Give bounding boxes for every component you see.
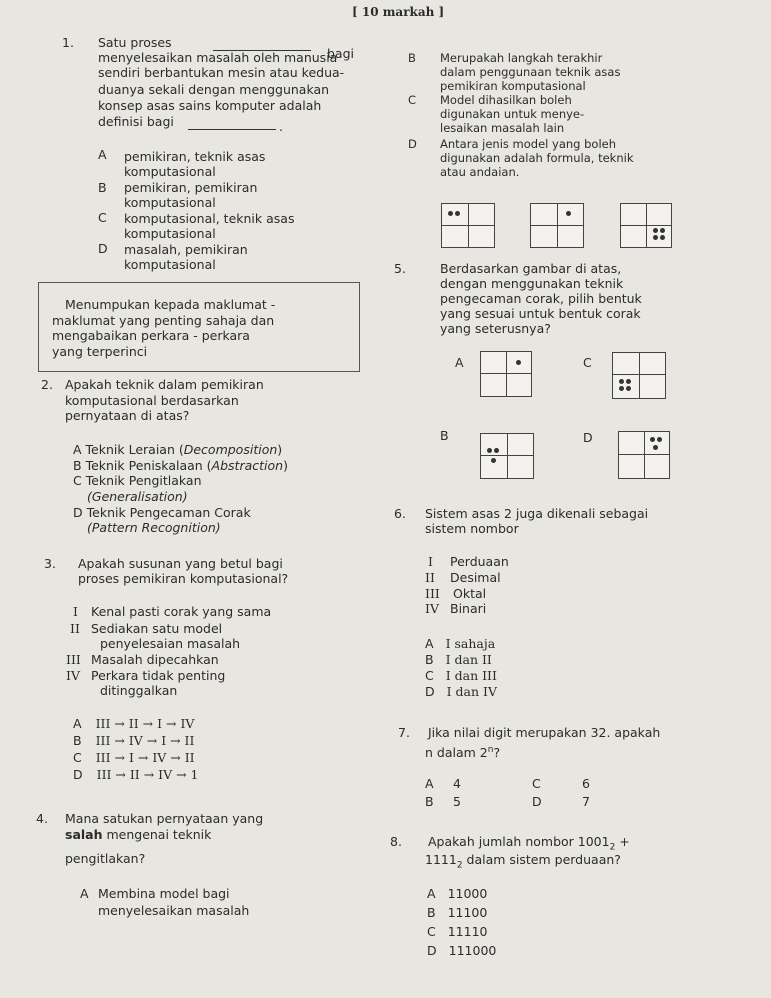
q8-option-value: 11100 bbox=[447, 905, 488, 920]
q1-option-a-letter[interactable]: A bbox=[98, 147, 107, 162]
q7-exponent: n bbox=[487, 745, 494, 755]
q6-option-text: I sahaja bbox=[445, 636, 496, 651]
q6-line: sistem nombor bbox=[425, 521, 519, 536]
q3-option-text: III → II → I → IV bbox=[95, 716, 195, 731]
q2-option-a[interactable] bbox=[73, 443, 282, 456]
q3-option-text: III → II → IV → 1 bbox=[96, 767, 199, 782]
q5-option-d-grid[interactable] bbox=[618, 431, 670, 479]
q7-number: 7. bbox=[398, 725, 410, 740]
q4-option-b-text: pemikiran komputasional bbox=[440, 79, 586, 93]
grid-divider bbox=[531, 225, 583, 226]
q2-option-c-text: Teknik Pengitlakan bbox=[85, 473, 202, 488]
pattern-dot bbox=[516, 360, 521, 365]
q8-option-letter: C bbox=[427, 924, 436, 939]
q7-line bbox=[425, 744, 500, 759]
q7-option-a-letter[interactable]: A bbox=[425, 776, 434, 791]
q3-statement-text: ditinggalkan bbox=[100, 683, 178, 698]
q3-option-letter: D bbox=[73, 767, 83, 782]
q7-option-c-letter[interactable]: C bbox=[532, 776, 541, 791]
q3-option-text: III → I → IV → II bbox=[95, 750, 195, 765]
q3-option-letter: B bbox=[73, 733, 82, 748]
grid-divider bbox=[621, 225, 671, 226]
q4-option-a-letter[interactable]: A bbox=[80, 886, 89, 901]
q1-option-c-text: komputasional, teknik asas bbox=[124, 211, 295, 226]
q3-statement-text: Perkara tidak penting bbox=[91, 668, 226, 683]
q4-option-b-text: dalam penggunaan teknik asas bbox=[440, 65, 621, 79]
statement-line: mengabaikan perkara - perkara bbox=[52, 328, 250, 343]
pattern-dot bbox=[650, 437, 655, 442]
pattern-dot bbox=[455, 211, 460, 216]
q7-option-c-value: 6 bbox=[582, 776, 590, 791]
pattern-dot bbox=[619, 379, 624, 384]
q6-option-text: I dan II bbox=[445, 652, 492, 667]
q3-statement-roman: IV bbox=[66, 668, 80, 683]
q1-number: 1. bbox=[62, 35, 74, 50]
q8-line2b: dalam sistem perduaan? bbox=[462, 852, 621, 867]
q1-option-d-text: masalah, pemikiran bbox=[124, 242, 248, 257]
q7-option-b-letter[interactable]: B bbox=[425, 794, 434, 809]
grid-divider bbox=[442, 225, 494, 226]
pattern-grid-1 bbox=[441, 203, 495, 248]
q1-line: Satu proses bbox=[98, 35, 172, 50]
q7-option-d-value: 7 bbox=[582, 794, 590, 809]
statement-line: Menumpukan kepada maklumat - bbox=[65, 297, 276, 312]
q1-option-b-letter[interactable]: B bbox=[98, 180, 107, 195]
q3-statement-roman: III bbox=[66, 652, 81, 667]
q4-option-d-text: atau andaian. bbox=[440, 165, 520, 179]
q3-option-a[interactable] bbox=[73, 717, 194, 730]
q3-option-text: III → IV → I → II bbox=[95, 733, 195, 748]
q3-line: proses pemikiran komputasional? bbox=[78, 571, 289, 586]
q4-line: pengitlakan? bbox=[65, 851, 146, 866]
q5-option-b-letter[interactable]: B bbox=[440, 428, 449, 443]
q1-option-d-text: komputasional bbox=[124, 257, 216, 272]
q1-option-a-text: komputasional bbox=[124, 164, 216, 179]
statement-line: maklumat yang penting sahaja dan bbox=[52, 313, 275, 328]
q1-option-c-letter[interactable]: C bbox=[98, 210, 107, 225]
q2-option-d-term: (Pattern Recognition) bbox=[87, 520, 221, 535]
q3-statement-text: penyelesaian masalah bbox=[100, 636, 241, 651]
pattern-dot bbox=[626, 386, 631, 391]
q1-bagi: bagi bbox=[327, 46, 355, 61]
pattern-dot bbox=[653, 235, 658, 240]
q2-option-c-term: (Generalisation) bbox=[87, 489, 188, 504]
grid-divider bbox=[639, 353, 640, 398]
q2-number: 2. bbox=[41, 377, 53, 392]
q4-option-d-text: Antara jenis model yang boleh bbox=[440, 137, 616, 151]
pattern-dot bbox=[619, 386, 624, 391]
q1-blank-2 bbox=[188, 129, 276, 130]
q4-line bbox=[65, 828, 211, 841]
q7-option-a-value: 4 bbox=[453, 776, 461, 791]
q3-statement-roman: II bbox=[70, 621, 80, 636]
pattern-grid-2 bbox=[530, 203, 584, 248]
q8-option-c[interactable] bbox=[427, 925, 488, 938]
q2-option-a-letter: A bbox=[73, 442, 82, 457]
q1-line: menyelesaikan masalah oleh manusia bbox=[98, 50, 338, 65]
q7-line2: n dalam 2 bbox=[425, 745, 488, 761]
q8-option-value: 111000 bbox=[448, 943, 497, 958]
q2-line: pernyataan di atas? bbox=[65, 408, 190, 423]
q6-number: 6. bbox=[394, 506, 406, 521]
q5-option-a-letter[interactable]: A bbox=[455, 355, 464, 370]
q8-option-letter: A bbox=[427, 886, 436, 901]
q8-option-a[interactable] bbox=[427, 887, 487, 900]
grid-divider bbox=[507, 434, 508, 478]
q4-option-c-letter[interactable]: C bbox=[408, 93, 417, 107]
q2-option-b[interactable] bbox=[73, 459, 288, 472]
q4-option-a-text: menyelesaikan masalah bbox=[98, 903, 250, 918]
pattern-dot bbox=[626, 379, 631, 384]
q2-option-b-text: Teknik Peniskalaan ( bbox=[85, 458, 212, 473]
q8-option-d[interactable] bbox=[427, 944, 496, 957]
q3-line: Apakah susunan yang betul bagi bbox=[78, 556, 283, 571]
q3-option-d[interactable] bbox=[73, 768, 199, 781]
q2-option-c[interactable] bbox=[73, 474, 202, 487]
pattern-dot bbox=[448, 211, 453, 216]
q1-line: konsep asas sains komputer adalah bbox=[98, 98, 322, 113]
grid-divider bbox=[619, 454, 669, 455]
q3-option-letter: C bbox=[73, 750, 82, 765]
q4-option-b-text: Merupakah langkah terakhir bbox=[440, 51, 603, 65]
q1-option-b-text: pemikiran, pemikiran bbox=[124, 180, 258, 195]
q5-option-b-grid[interactable] bbox=[480, 433, 534, 479]
q6-option-text: I dan III bbox=[445, 668, 497, 683]
pattern-dot bbox=[653, 228, 658, 233]
statement-box bbox=[38, 282, 360, 372]
q4-option-c-text: digunakan untuk menye- bbox=[440, 107, 585, 121]
q1-line: sendiri berbantukan mesin atau kedua- bbox=[98, 65, 345, 80]
q5-line: yang seterusnya? bbox=[440, 321, 551, 336]
pattern-dot bbox=[566, 211, 571, 216]
q5-line: yang sesuai untuk bentuk corak bbox=[440, 306, 641, 321]
q6-option-letter: D bbox=[425, 684, 435, 699]
pattern-grid-3 bbox=[620, 203, 672, 248]
q4-option-d-letter[interactable]: D bbox=[408, 137, 417, 151]
q6-statement-text: Binari bbox=[450, 601, 487, 616]
q3-statement-text: Kenal pasti corak yang sama bbox=[91, 604, 272, 619]
q4-line: Mana satukan pernyataan yang bbox=[65, 811, 264, 826]
grid-divider bbox=[644, 432, 645, 478]
q6-option-a[interactable] bbox=[425, 637, 495, 650]
q4-option-c-text: lesaikan masalah lain bbox=[440, 121, 565, 135]
q1-line: duanya sekali dengan menggunakan bbox=[98, 82, 330, 97]
q6-line: Sistem asas 2 juga dikenali sebagai bbox=[425, 506, 649, 521]
q5-line: Berdasarkan gambar di atas, bbox=[440, 261, 622, 276]
q1-line: definisi bagi bbox=[98, 114, 174, 129]
q3-option-letter: A bbox=[73, 716, 82, 731]
pattern-dot bbox=[491, 458, 496, 463]
q6-statement-text: Desimal bbox=[450, 570, 501, 585]
pattern-dot bbox=[660, 235, 665, 240]
q6-statement-roman: IV bbox=[425, 601, 439, 616]
q2-line: Apakah teknik dalam pemikiran bbox=[65, 377, 264, 392]
marks-header: [ 10 markah ] bbox=[352, 5, 445, 19]
q6-statement-text: Perduaan bbox=[450, 554, 509, 569]
pattern-dot bbox=[487, 448, 492, 453]
q2-option-b-term: Abstraction bbox=[211, 458, 284, 473]
q3-option-c[interactable] bbox=[73, 751, 195, 764]
q5-option-c-letter[interactable]: C bbox=[583, 355, 592, 370]
q3-statement-roman: I bbox=[73, 604, 78, 619]
pattern-dot bbox=[657, 437, 662, 442]
q3-statement-text: Masalah dipecahkan bbox=[91, 652, 219, 667]
q6-option-b[interactable] bbox=[425, 653, 492, 666]
q2-option-a-close: ) bbox=[277, 442, 283, 457]
q6-option-letter: C bbox=[425, 668, 434, 683]
q1-option-a-text: pemikiran, teknik asas bbox=[124, 149, 266, 164]
q4-option-d-text: digunakan adalah formula, teknik bbox=[440, 151, 634, 165]
q5-line: pengecaman corak, pilih bentuk bbox=[440, 291, 642, 306]
q3-number: 3. bbox=[44, 556, 56, 571]
q6-statement-roman: III bbox=[425, 586, 440, 601]
statement-line: yang terperinci bbox=[52, 344, 148, 359]
pattern-dot bbox=[653, 445, 658, 450]
q4-option-c-text: Model dihasilkan boleh bbox=[440, 93, 572, 107]
q1-option-b-text: komputasional bbox=[124, 195, 216, 210]
q4-option-b-letter[interactable]: B bbox=[408, 51, 416, 65]
q8-base: 2 bbox=[456, 860, 463, 871]
q5-number: 5. bbox=[394, 261, 406, 276]
q2-option-a-term: Decomposition bbox=[183, 442, 278, 457]
q8-plus: + bbox=[615, 834, 630, 849]
pattern-dot bbox=[494, 448, 499, 453]
q6-option-letter: B bbox=[425, 652, 434, 667]
q8-number: 8. bbox=[390, 834, 402, 849]
q1-period: . bbox=[279, 119, 283, 134]
q2-option-c-letter: C bbox=[73, 473, 82, 488]
q4-emphasis: salah bbox=[65, 827, 103, 842]
q5-option-c-grid[interactable] bbox=[612, 352, 666, 399]
q5-line: dengan menggunakan teknik bbox=[440, 276, 624, 291]
q2-option-d-text: Teknik Pengecaman Corak bbox=[86, 505, 251, 520]
q7-line: Jika nilai digit merupakan 32. apakah bbox=[428, 725, 661, 740]
q5-option-a-grid[interactable] bbox=[480, 351, 532, 397]
q7-question-mark: ? bbox=[493, 745, 501, 761]
q1-option-c-text: komputasional bbox=[124, 226, 216, 241]
pattern-dot bbox=[660, 228, 665, 233]
q2-option-a-text: Teknik Leraian ( bbox=[85, 442, 184, 457]
q2-option-d[interactable] bbox=[73, 506, 251, 519]
q4-line-rest: mengenai teknik bbox=[102, 827, 212, 842]
q5-option-d-letter[interactable]: D bbox=[583, 430, 593, 445]
q8-line bbox=[425, 853, 621, 873]
q4-number: 4. bbox=[36, 811, 48, 826]
q3-option-b[interactable] bbox=[73, 734, 194, 747]
q4-option-a-text: Membina model bagi bbox=[98, 886, 230, 901]
q6-option-d[interactable] bbox=[425, 685, 497, 698]
grid-divider bbox=[613, 374, 665, 375]
q2-line: komputasional berdasarkan bbox=[65, 393, 239, 408]
q7-option-b-value: 5 bbox=[453, 794, 461, 809]
q8-option-letter: D bbox=[427, 943, 437, 958]
q8-line1: Apakah jumlah nombor 1001 bbox=[428, 834, 610, 849]
q6-option-letter: A bbox=[425, 636, 434, 651]
q6-statement-roman: II bbox=[425, 570, 435, 585]
q8-option-letter: B bbox=[427, 905, 436, 920]
q1-option-d-letter[interactable]: D bbox=[98, 241, 108, 256]
grid-divider bbox=[506, 352, 507, 396]
q6-statement-roman: I bbox=[428, 554, 433, 569]
q8-line2a: 1111 bbox=[425, 852, 457, 867]
q2-option-b-letter: B bbox=[73, 458, 82, 473]
q6-option-c[interactable] bbox=[425, 669, 497, 682]
q8-option-b[interactable] bbox=[427, 906, 487, 919]
q7-option-d-letter[interactable]: D bbox=[532, 794, 542, 809]
q8-base: 2 bbox=[609, 842, 616, 853]
q6-option-text: I dan IV bbox=[446, 684, 497, 699]
q8-option-value: 11000 bbox=[447, 886, 488, 901]
q2-option-b-close: ) bbox=[283, 458, 288, 473]
q3-statement-text: Sediakan satu model bbox=[91, 621, 223, 636]
grid-divider bbox=[481, 373, 531, 374]
q8-option-value: 11110 bbox=[447, 924, 488, 939]
grid-divider bbox=[481, 455, 533, 456]
q2-option-d-letter: D bbox=[73, 505, 83, 520]
q6-statement-text: Oktal bbox=[453, 586, 487, 601]
